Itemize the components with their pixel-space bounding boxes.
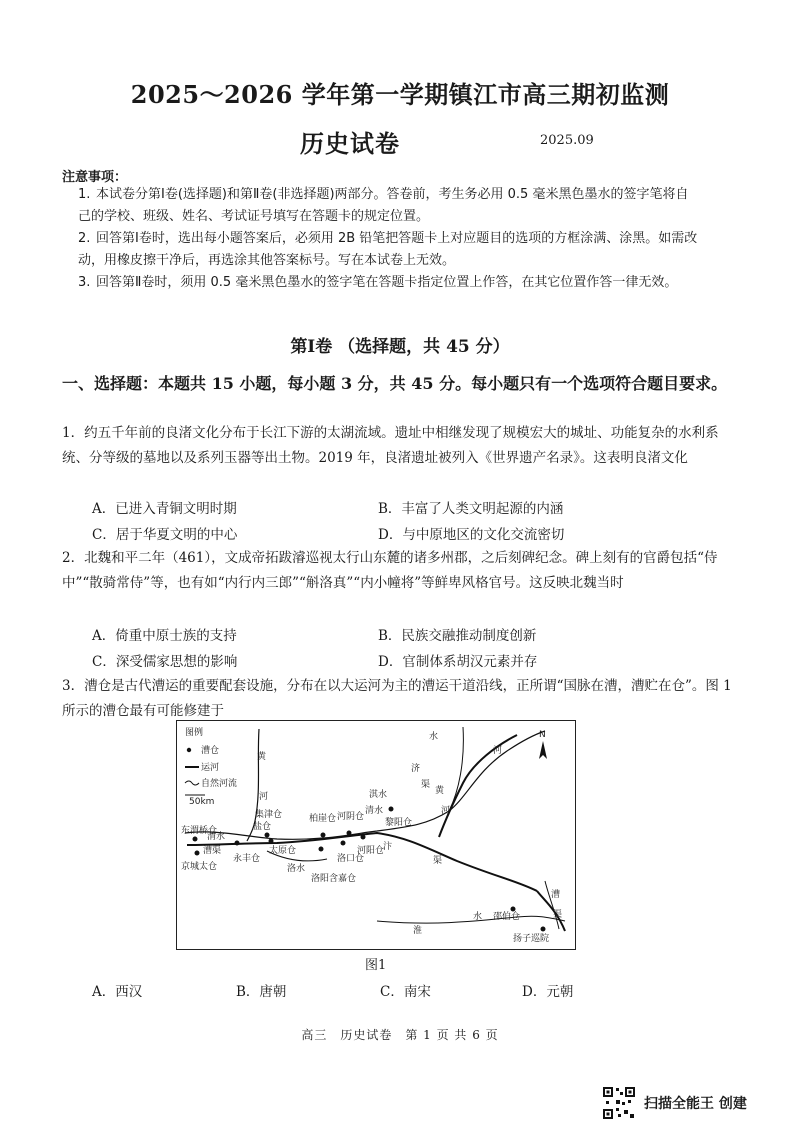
- label-baiya: 柏崖仓: [309, 814, 337, 824]
- label-qu2: 渠: [433, 856, 443, 866]
- label-huai: 淮: [413, 926, 423, 936]
- scanner-watermark: [602, 1086, 747, 1120]
- qr-code-icon: [602, 1086, 636, 1120]
- granary-liyang: [389, 807, 394, 812]
- scale-label: 50km: [189, 797, 215, 807]
- label-liyang: 黎阳仓: [385, 818, 413, 828]
- label-he-mid: 河: [441, 806, 451, 816]
- label-heyang: 河阳仓: [357, 846, 385, 856]
- north-label: N: [539, 730, 546, 740]
- question-2-option-b[interactable]: B．民族交融推动制度创新: [378, 628, 537, 644]
- label-qingshui: 清水: [365, 806, 384, 816]
- notice-text: 回答第Ⅰ卷时，选出每小题答案后，必须用 2B 铅笔把答题卡上对应题目的选项的方框涂满、涂黑。如需改动，用橡皮擦干净后，再选涂其他答案标号。写在本试卷上无效。: [78, 231, 698, 268]
- question-2-stem: 2．北魏和平二年（461），文成帝拓跋濬巡视太行山东麓的诸多州郡，之后刻碑纪念。碑上刻有的官爵包括“侍中”“散骑常侍”等，也有如“内行内三郎”“斛洛真”“内小幢将”等鲜卑风格官号。这反映北魏当时: [62, 550, 718, 591]
- label-yancang: 盐仓: [253, 822, 272, 832]
- label-yangzi: 扬子巡院: [513, 934, 550, 944]
- label-luoshui: 洛水: [287, 864, 306, 874]
- granary-luoyang: [319, 847, 324, 852]
- granary-taiyuan: [269, 839, 274, 844]
- notice-number: 3.: [78, 275, 91, 290]
- granary-baiya: [321, 833, 326, 838]
- granary-luokou: [341, 841, 346, 846]
- label-yongfeng: 永丰仓: [233, 854, 261, 864]
- granary-dongweiqiao: [193, 837, 198, 842]
- label-ji: 济: [411, 764, 421, 774]
- label-huang: 黄: [257, 752, 267, 762]
- label-qu: 渠: [421, 780, 431, 790]
- legend-granary-dot: [187, 748, 191, 752]
- label-dongweiqiao: 东渭桥仓: [181, 826, 218, 836]
- question-3-option-d[interactable]: D．元朝: [522, 984, 574, 1000]
- label-he-top: 河: [493, 746, 503, 756]
- question-1-option-a[interactable]: A．已进入青铜文明时期: [92, 501, 237, 517]
- legend-river: 自然河流: [201, 779, 238, 789]
- yellow-river-main: [185, 731, 545, 839]
- page-footer: 高三 历史试卷 第 1 页 共 6 页: [301, 1028, 499, 1042]
- notice-text: 本试卷分第Ⅰ卷(选择题)和第Ⅱ卷(非选择题)两部分。答卷前，考生务必用 0.5 毫米黑色墨水的签字笔将自己的学校、班级、姓名、考试证号填写在答题卡的规定位置。: [78, 187, 689, 224]
- label-taiyuan: 太原仓: [269, 846, 297, 856]
- label-shui: 水: [429, 732, 439, 742]
- granary-jingcheng: [195, 851, 200, 856]
- question-2-option-a[interactable]: A．倚重中原士族的支持: [92, 628, 237, 644]
- map-svg: [177, 721, 575, 949]
- label-qu3: 渠: [553, 910, 563, 920]
- part-instructions: 一、选择题：本题共 15 小题，每小题 3 分，共 45 分。每小题只有一个选项符合题目要求。: [62, 374, 728, 393]
- exam-title: 2025～2026 学年第一学期镇江市高三期初监测: [130, 80, 670, 109]
- granary-yongfeng: [235, 841, 240, 846]
- section-title: 第Ⅰ卷 （选择题，共 45 分）: [290, 337, 510, 357]
- label-qishui: 淇水: [369, 790, 388, 800]
- notice-item: [78, 184, 698, 228]
- question-2-option-c[interactable]: C．深受儒家思想的影响: [92, 654, 238, 670]
- question-1-option-d[interactable]: D．与中原地区的文化交流密切: [378, 527, 565, 543]
- granary-heyin: [347, 831, 352, 836]
- legend-river-line: [185, 781, 199, 785]
- yangtze-segment: [545, 881, 559, 929]
- huai-river: [377, 916, 565, 923]
- figure-caption: 图1: [365, 958, 387, 973]
- label-shaobo: 邵伯仓: [493, 912, 521, 922]
- notice-text: 回答第Ⅱ卷时，须用 0.5 毫米黑色墨水的签字笔在答题卡指定位置上作答，在其它位置作答一律无效。: [96, 275, 678, 290]
- yongji-canal: [439, 735, 517, 837]
- label-shui2: 水: [473, 912, 483, 922]
- notice-item: [78, 228, 698, 272]
- granary-yangzi: [541, 927, 546, 932]
- label-jijin: 集津仓: [255, 810, 283, 820]
- label-weishui: 渭水: [207, 832, 226, 842]
- question-3-stem: 3．漕仓是古代漕运的重要配套设施，分布在以大运河为主的漕运干道沿线，正所谓“国脉在漕，漕贮在仓”。图 1 所示的漕仓最有可能修建于: [62, 678, 732, 719]
- notice-heading: 注意事项：: [62, 170, 128, 185]
- question-3-option-c[interactable]: C．南宋: [380, 984, 431, 1000]
- legend-granary: 漕仓: [201, 746, 220, 756]
- label-cao: 漕: [551, 890, 561, 900]
- granary-map: [176, 720, 576, 950]
- question-2-option-d[interactable]: D．官制体系胡汉元素并存: [378, 654, 538, 670]
- label-caoqu: 漕渠: [203, 846, 222, 856]
- label-luoyang: 洛阳含嘉仓: [311, 874, 357, 884]
- question-3-option-b[interactable]: B．唐朝: [236, 984, 287, 1000]
- legend-canal: 运河: [201, 763, 220, 773]
- granary-jijin: [265, 833, 270, 838]
- notice-item: [78, 272, 698, 294]
- scanner-text: 扫描全能王 创建: [644, 1096, 747, 1112]
- label-bian: 汴: [383, 842, 393, 852]
- question-1-stem: 1．约五千年前的良渚文化分布于长江下游的太湖流域。遗址中相继发现了规模宏大的城址、功能复杂的水利系统、分等级的墓地以及系列玉器等出土物。2019 年，良渚遗址被列入《世界遗产名录》。这表明良渚文化: [62, 425, 719, 466]
- notice-number: 2.: [78, 231, 91, 246]
- label-heyin: 河阴仓: [337, 812, 365, 822]
- legend-title: 图例: [185, 728, 204, 738]
- question-1-option-c[interactable]: C．居于华夏文明的中心: [92, 527, 238, 543]
- question-3-option-a[interactable]: A．西汉: [92, 984, 143, 1000]
- exam-date: 2025.09: [540, 133, 594, 148]
- label-luokou: 洛口仓: [337, 854, 365, 864]
- granary-shaobo: [511, 907, 516, 912]
- exam-subtitle: 历史试卷: [300, 129, 400, 158]
- north-arrow-icon: [539, 741, 547, 759]
- label-jingcheng: 京城太仓: [181, 862, 218, 872]
- question-1-option-b[interactable]: B．丰富了人类文明起源的内涵: [378, 501, 564, 517]
- granary-heyang: [361, 835, 366, 840]
- label-huang-mid: 黄: [435, 786, 445, 796]
- notice-number: 1.: [78, 187, 91, 202]
- label-he: 河: [259, 792, 269, 802]
